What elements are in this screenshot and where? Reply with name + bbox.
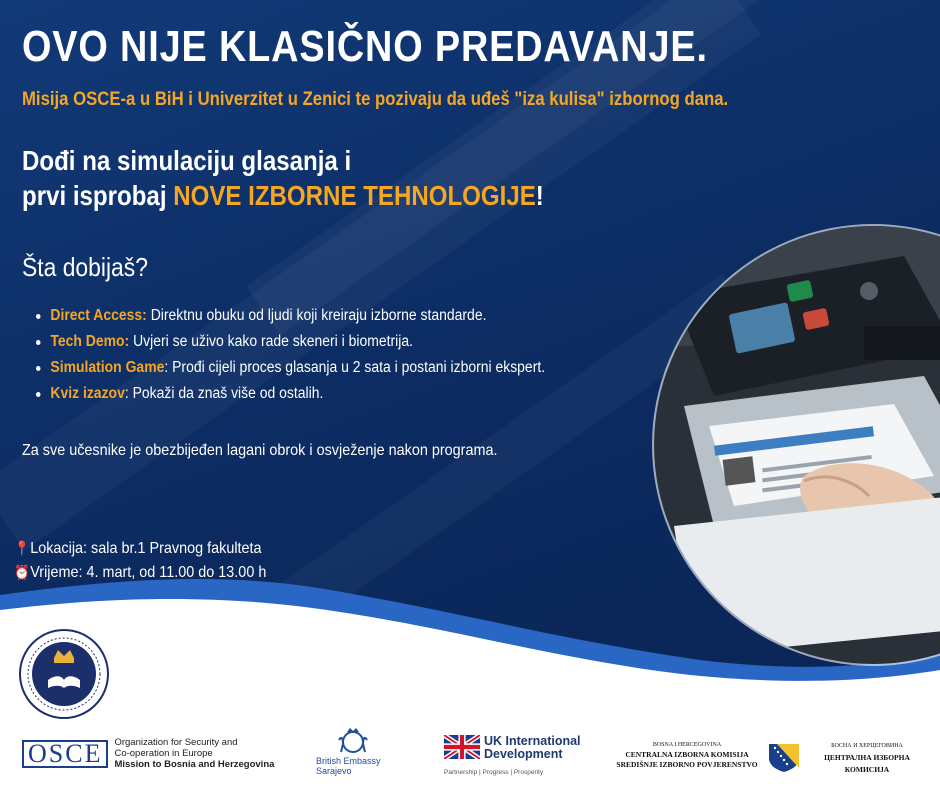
voting-machine-photo [654,226,940,664]
uk-dev-line-2: Development [484,747,563,761]
osce-logo [22,737,274,770]
benefit-label: Tech Demo: [50,333,130,350]
headline-accent: NOVE IZBORNE TEHNOLOGIJE [173,180,536,211]
benefit-item [36,383,545,409]
uk-dev-line-1: UK International [484,734,581,748]
university-seal-logo [18,628,110,720]
headline-suffix: ! [535,180,544,211]
headline [22,143,544,213]
location-text: Lokacija: sala br.1 Pravnog fakulteta [30,540,262,557]
cik-name-latin-1: CENTRALNA IZBORNA KOMISIJA [625,750,749,759]
catering-note: Za sve učesnike je obezbijeđen lagani obrok i osvježenje nakon programa. [22,442,498,459]
union-jack-icon [444,735,480,759]
cik-latin-text [612,740,762,770]
benefit-text: : Prođi cijeli proces glasanja u 2 sata i postani izborni ekspert. [164,359,546,376]
british-embassy-line-1: British Embassy [316,756,381,766]
uk-development-logo [444,734,581,776]
alarm-clock-icon: ⏰ [14,564,30,580]
time-text: Vrijeme: 4. mart, od 11.00 do 13.00 h [30,564,267,581]
british-embassy-line-2: Sarajevo [316,766,352,776]
headline-line-1: Dođi na simulaciju glasanja i [22,145,352,176]
osce-line-3: Mission to Bosnia and Herzegovina [114,759,275,770]
royal-crest-icon [335,726,371,756]
cik-country-latin: BOSNA I HERCEGOVINA [652,742,722,748]
uk-dev-tagline: Partnership | Progress | Prosperity [444,769,544,776]
benefit-item [36,357,545,383]
uk-dev-name [484,735,581,761]
cik-name-latin-2: SREDIŠNJE IZBORNO POVJERENSTVO [616,760,758,769]
cik-logo [612,740,928,776]
pin-icon: 📍 [14,540,30,556]
cik-country-cyrillic: БОСНА И ХЕРЦЕГОВИНА [831,743,903,749]
benefit-item [36,305,545,331]
british-embassy-logo [308,726,398,776]
benefit-text: Direktnu obuku od ljudi koji kreiraju izborne standarde. [146,307,487,324]
osce-text [114,737,274,770]
osce-line-1: Organization for Security and [114,737,238,748]
bih-coat-of-arms-icon [767,742,801,772]
benefit-text: : Pokaži da znaš više od ostalih. [124,385,324,402]
osce-line-2: Co-operation in Europe [114,748,213,759]
subtitle: Misija OSCE-a u BiH i Univerzitet u Zenici te pozivaju da uđeš "iza kulisa" izbornog dana. [22,89,729,110]
benefit-text: Uvjeri se uživo kako rade skeneri i biometrija. [129,333,413,350]
headline-prefix: prvi isprobaj [22,180,174,211]
event-info [14,537,266,585]
cik-cyrillic-text [807,740,927,776]
time-row [14,561,266,585]
benefit-label: Simulation Game [50,359,165,376]
benefits-list [36,305,545,409]
benefit-label: Kviz izazov [50,385,125,402]
benefit-item [36,331,545,357]
page-title: OVO NIJE KLASIČNO PREDAVANJE. [22,22,708,71]
headline-line-2 [22,178,544,213]
osce-mark: OSCE [22,740,108,768]
location-row [14,537,266,561]
benefit-label: Direct Access: [50,307,147,324]
benefits-heading: Šta dobijaš? [22,252,148,282]
cik-name-cyrillic: ЦЕНТРАЛНА ИЗБОРНА КОМИСИЈА [824,753,910,774]
